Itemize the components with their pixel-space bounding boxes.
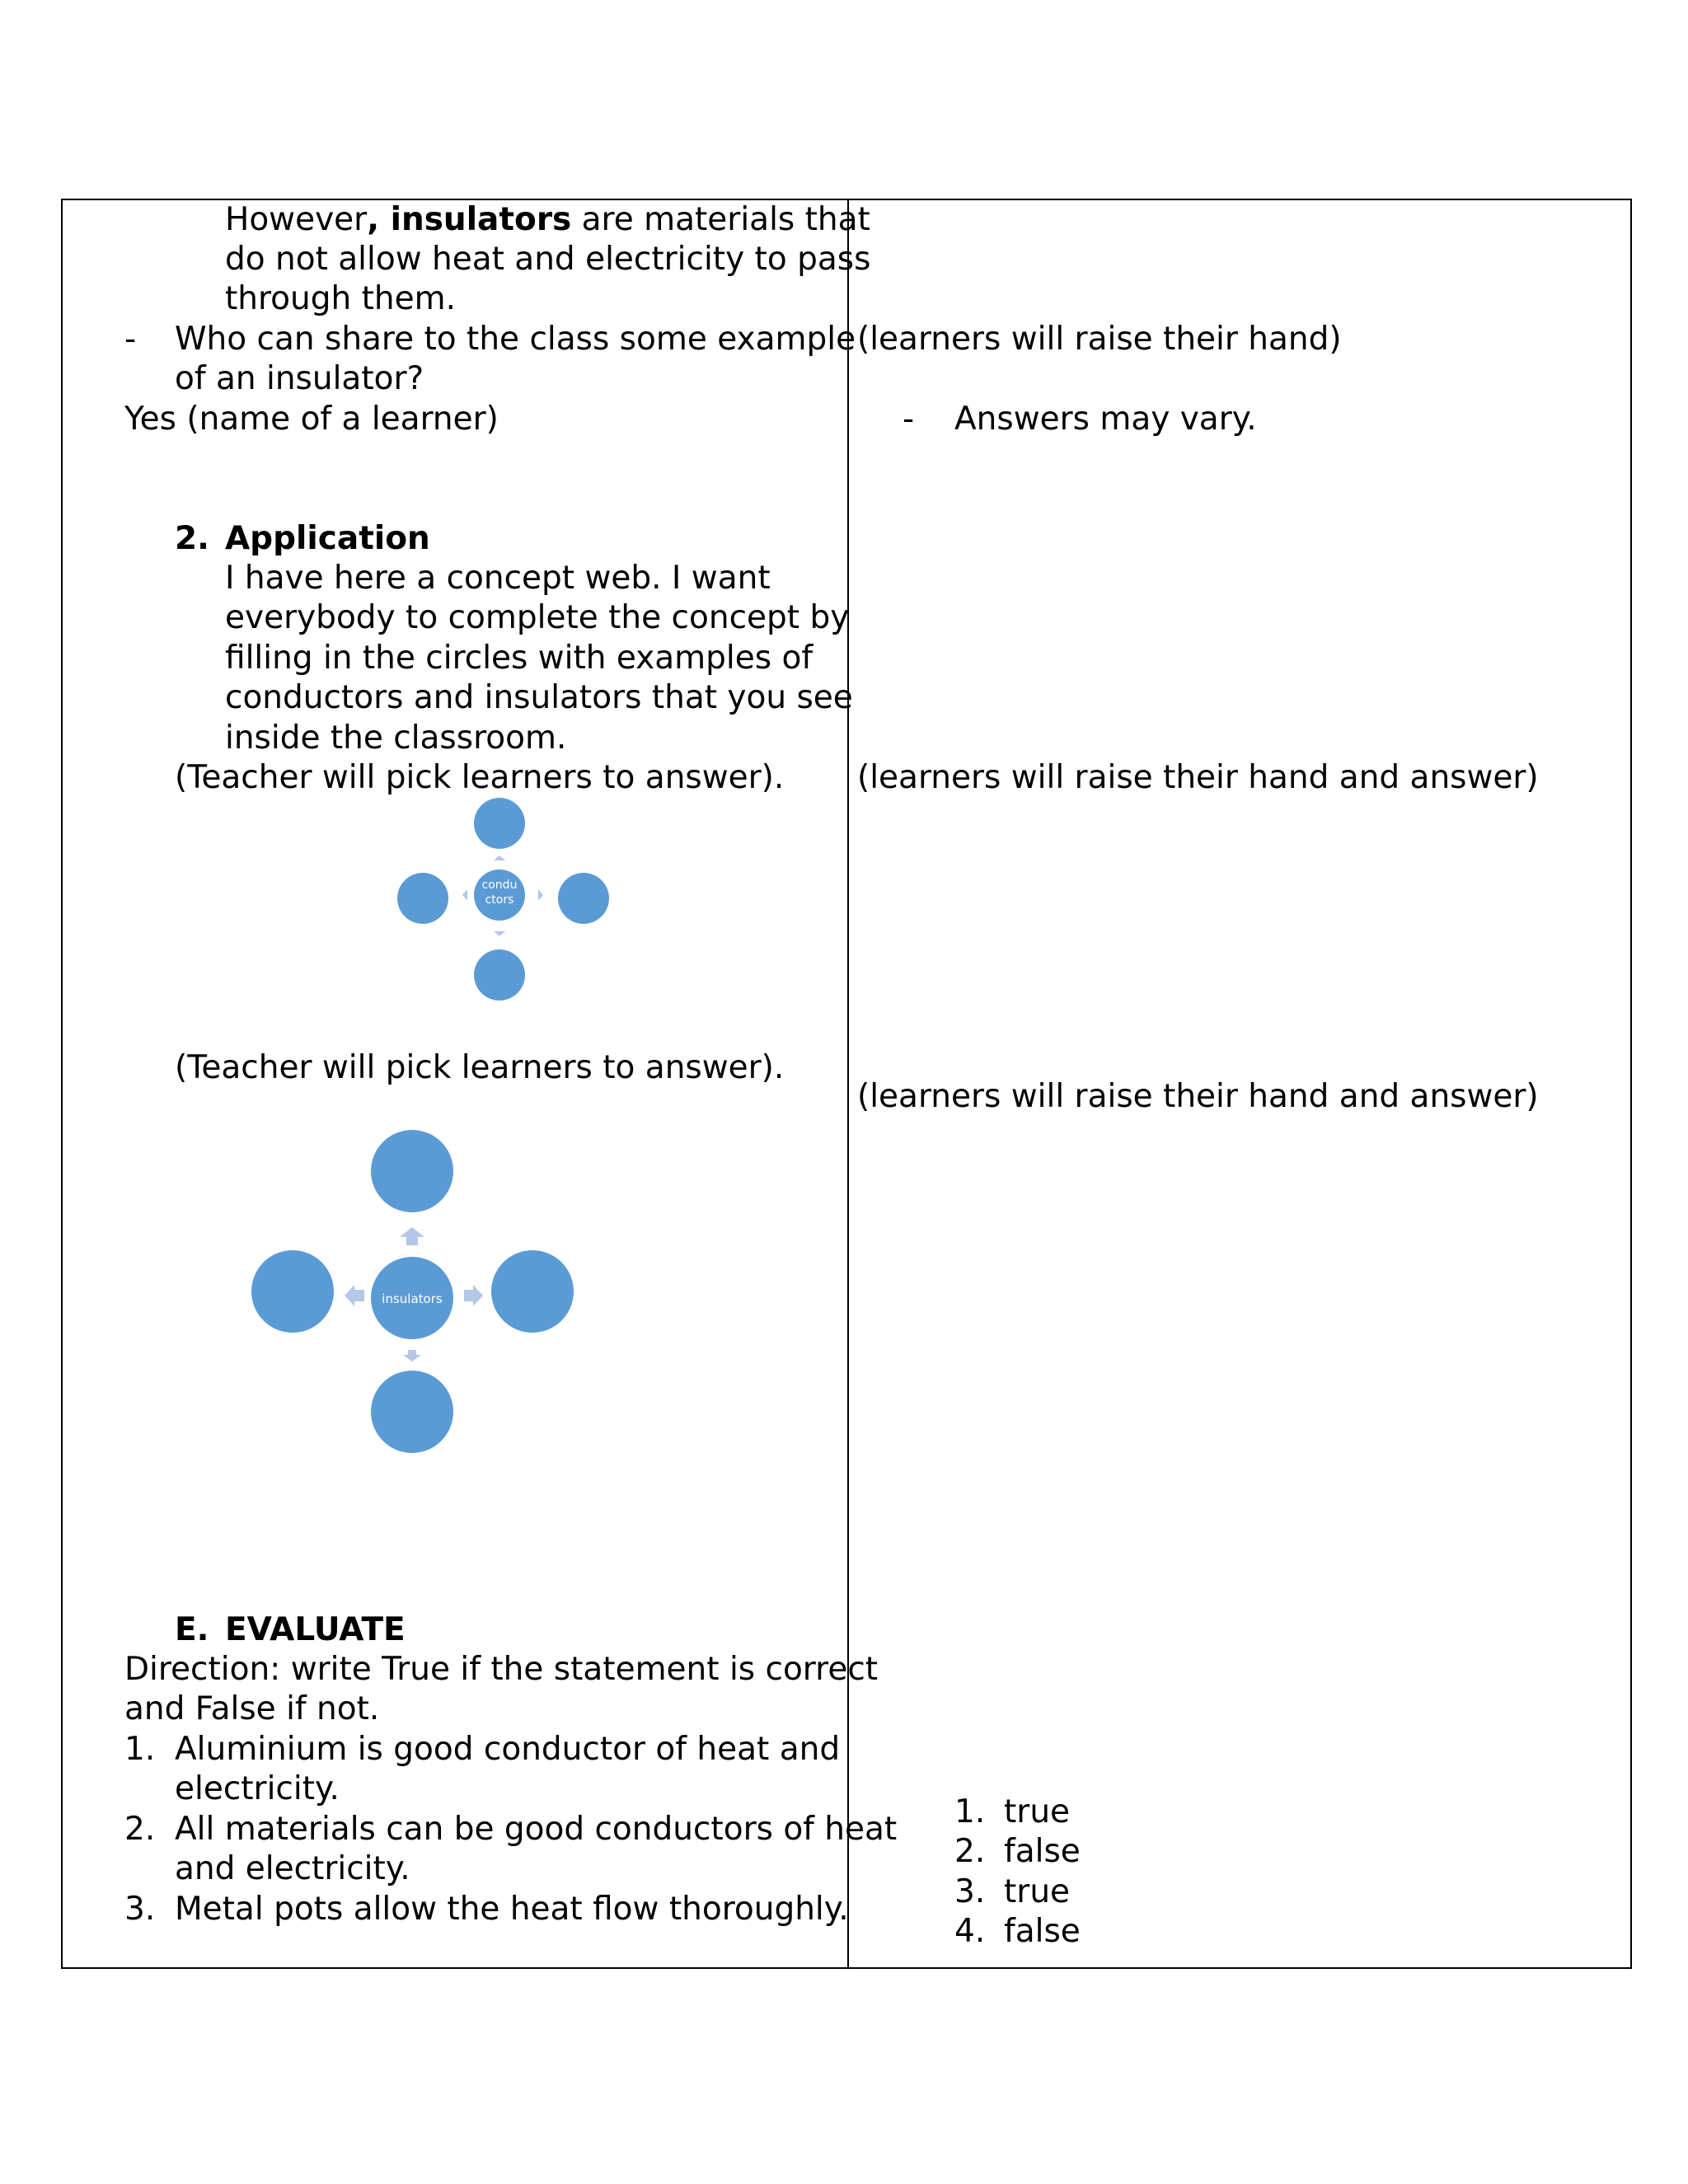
answer-2-number: 2. [954,1833,986,1870]
text-definition: are materials that [571,201,870,238]
raise-answer-line-2: (learners will raise their hand and answer) [857,1078,1539,1115]
answer-4-number: 4. [954,1913,986,1950]
answer-2-text: false [1004,1833,1081,1870]
center-label: insulators [382,1291,443,1306]
arrow-down-icon [403,1350,421,1361]
arrow-up-icon [400,1227,424,1245]
evaluate-item-2-line-2: and electricity. [175,1850,410,1887]
top-circle [474,798,525,849]
term-insulators: , insulators [367,201,572,238]
evaluate-item-2-line-1: All materials can be good conductors of heat [175,1811,898,1848]
application-number: 2. [175,520,209,557]
left-circle [251,1250,334,1333]
column-divider [847,200,849,1967]
text-however: However [225,201,368,238]
insulator-definition-line-2: do not allow heat and electricity to pass [225,241,871,278]
answers-vary-line: Answers may vary. [954,401,1257,438]
evaluate-item-1-number: 1. [124,1731,156,1768]
evaluate-item-3-number: 3. [124,1891,156,1928]
right-circle [491,1250,574,1333]
left-circle [397,873,448,924]
application-line-2: everybody to complete the concept by [225,599,850,636]
evaluate-letter: E. [175,1611,209,1648]
arrow-up-icon [494,855,505,860]
teacher-pick-line-1: (Teacher will pick learners to answer). [175,759,785,796]
arrow-down-icon [494,931,505,936]
application-line-5: inside the classroom. [225,719,567,757]
evaluate-heading: EVALUATE [225,1611,406,1648]
question-line-1: Who can share to the class some example [175,321,856,358]
application-line-1: I have here a concept web. I want [225,560,771,597]
question-bullet: - [124,321,137,358]
direction-line-1: Direction: write True if the statement is correct [124,1651,879,1688]
answer-1-number: 1. [954,1793,986,1830]
evaluate-item-2-number: 2. [124,1811,156,1848]
bottom-circle [474,949,525,1001]
arrow-left-icon [462,889,467,901]
raise-answer-line-1: (learners will raise their hand and answer) [857,759,1539,796]
raise-hand-line: (learners will raise their hand) [857,321,1342,358]
application-line-3: filling in the circles with examples of [225,640,814,677]
concept-web-conductors [387,791,618,1005]
answer-3-text: true [1004,1873,1071,1910]
evaluate-item-1-line-2: electricity. [175,1770,340,1807]
application-line-4: conductors and insulators that you see [225,679,853,716]
center-label-line-2: ctors [485,893,514,907]
concept-web-insulators [246,1125,584,1459]
center-label-line-1: condu [481,879,518,892]
answer-1-text: true [1004,1793,1071,1830]
evaluate-item-1-line-1: Aluminium is good conductor of heat and [175,1731,841,1768]
teacher-pick-line-2: (Teacher will pick learners to answer). [175,1049,785,1086]
question-line-2: of an insulator? [175,360,424,397]
answer-3-number: 3. [954,1873,986,1910]
direction-line-2: and False if not. [124,1690,380,1727]
arrow-right-icon [538,889,543,901]
answers-vary-bullet: - [903,401,915,438]
bottom-circle [371,1371,453,1453]
arrow-right-icon [464,1285,483,1306]
insulator-definition-line-3: through them. [225,280,457,317]
insulator-definition-line-1 [225,200,870,240]
right-circle [558,873,609,924]
application-heading: Application [225,520,430,557]
arrow-left-icon [345,1285,364,1306]
top-circle [371,1130,453,1212]
evaluate-item-3-line-1: Metal pots allow the heat flow thoroughly. [175,1891,849,1928]
answer-4-text: false [1004,1913,1081,1950]
yes-learner-line: Yes (name of a learner) [124,401,499,438]
